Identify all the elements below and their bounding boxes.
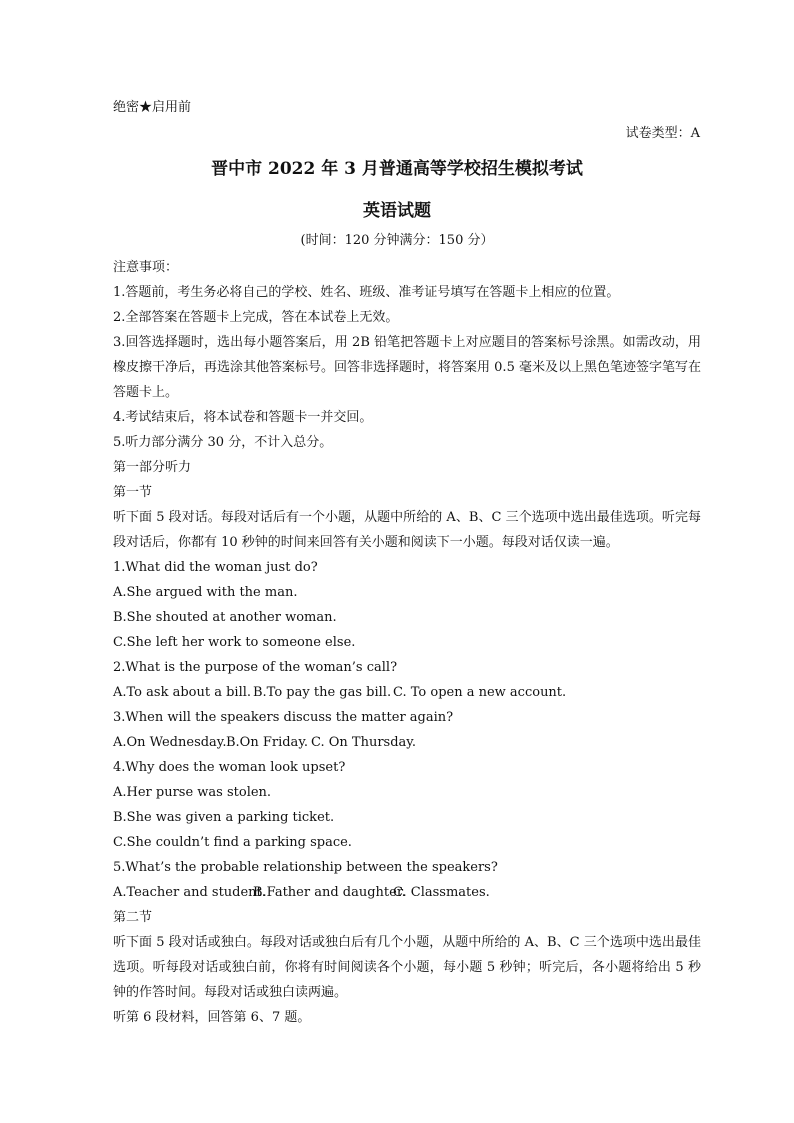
material-prompt: 听第 6 段材料，回答第 6、7 题。 — [113, 1010, 311, 1025]
question-stem: 2.What is the purpose of the woman’s call? — [113, 660, 398, 675]
question-stem: 5.What’s the probable relationship between the speakers? — [113, 860, 498, 875]
paper-type: 试卷类型：A — [625, 126, 700, 141]
part-heading: 第一部分听力 — [113, 460, 192, 475]
notes-heading: 注意事项： — [113, 260, 179, 275]
option: A.Teacher and student. — [113, 885, 266, 900]
option-row — [113, 683, 703, 703]
section-heading: 第二节 — [113, 910, 153, 925]
section-instructions: 听下面 5 段对话。每段对话后有一个小题，从题中所给的 A、B、C 三个选项中选出最佳选项。听完每段对话后，你都有 10 秒钟的时间来回答有关小题和阅读下一小题。每段对话仅读一遍。 — [113, 510, 701, 550]
note-item: 5.听力部分满分 30 分，不计入总分。 — [113, 435, 333, 450]
note-item: 3.回答选择题时，选出每小题答案后，用 2B 铅笔把答题卡上对应题目的答案标号涂黑。如需改动，用橡皮擦干净后，再选涂其他答案标号。回答非选择题时，将答案用 0.5 毫米及以上黑色笔迹签字笔写在答题卡上。 — [113, 335, 701, 400]
note-item: 4.考试结束后，将本试卷和答题卡一并交回。 — [113, 410, 373, 425]
section-heading: 第一节 — [113, 485, 153, 500]
option: A.Her purse was stolen. — [113, 785, 272, 800]
option: A.She argued with the man. — [113, 585, 298, 600]
option: A.To ask about a bill. — [113, 685, 252, 700]
confidential-label: 绝密★启用前 — [113, 100, 192, 115]
option: B.To pay the gas bill. — [253, 685, 392, 700]
option: C. To open a new account. — [393, 685, 567, 700]
option: C.She left her work to someone else. — [113, 635, 356, 650]
option: B.On Friday. — [226, 735, 309, 750]
option-row — [113, 883, 703, 903]
option: C. Classmates. — [393, 885, 490, 900]
note-item: 1.答题前，考生务必将自己的学校、姓名、班级、准考证号填写在答题卡上相应的位置。 — [113, 285, 620, 300]
subject-title: 英语试题 — [363, 201, 431, 221]
option: B.Father and daughter. — [253, 885, 406, 900]
question-stem: 4.Why does the woman look upset? — [113, 760, 346, 775]
option: C.She couldn’t find a parking space. — [113, 835, 352, 850]
question-stem: 3.When will the speakers discuss the matter again? — [113, 710, 454, 725]
section-instructions: 听下面 5 段对话或独白。每段对话或独白后有几个小题，从题中所给的 A、B、C 三个选项中选出最佳选项。听每段对话或独白前，你将有时间阅读各个小题，每小题 5 秒钟；听完后，各小题将给出 5 秒钟的作答时间。每段对话或独白读两遍。 — [113, 935, 701, 1000]
option: B.She shouted at another woman. — [113, 610, 337, 625]
option: A.On Wednesday. — [113, 735, 227, 750]
question-stem: 1.What did the woman just do? — [113, 560, 318, 575]
option: B.She was given a parking ticket. — [113, 810, 335, 825]
option: C. On Thursday. — [311, 735, 417, 750]
option-row — [113, 733, 703, 753]
exam-title: 晋中市 2022 年 3 月普通高等学校招生模拟考试 — [211, 159, 583, 179]
exam-time: (时间：120 分钟满分：150 分） — [300, 233, 494, 248]
note-item: 2.全部答案在答题卡上完成，答在本试卷上无效。 — [113, 310, 399, 325]
